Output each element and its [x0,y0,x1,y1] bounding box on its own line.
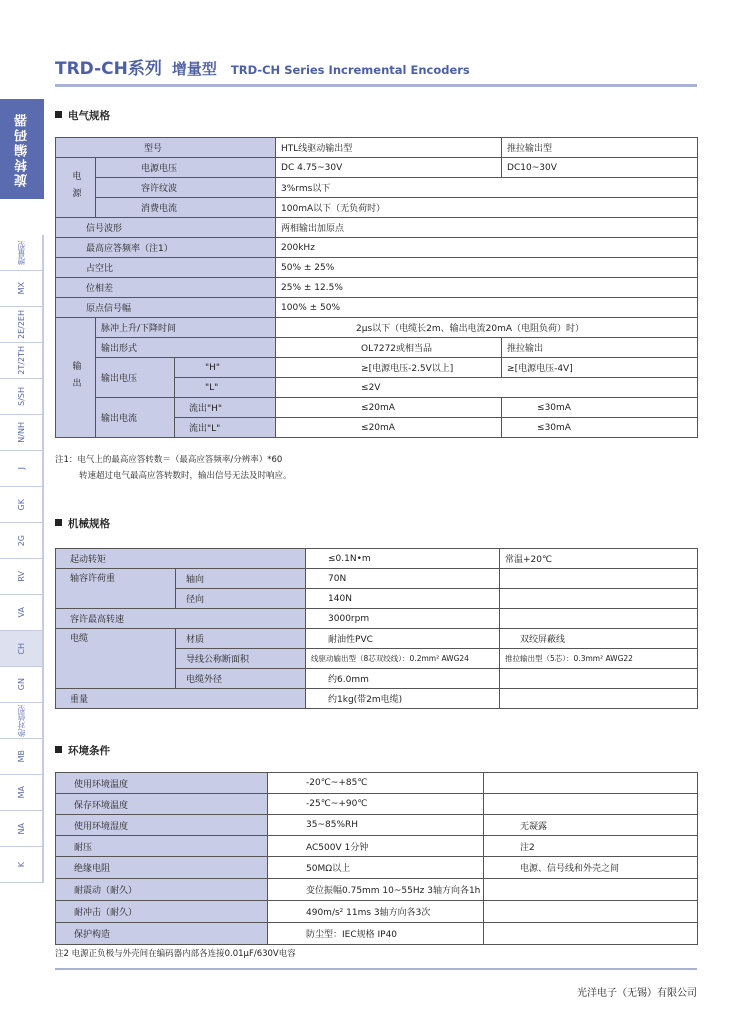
material-value: 耐油性PVC [306,629,500,649]
sidebar-item-label: MB [16,750,26,763]
sidebar-item[interactable] [0,595,44,631]
table-row [56,879,698,901]
sidebar-item[interactable] [0,379,44,415]
material-label: 材质 [176,629,306,649]
current-value: 100mA以下（无负荷时） [276,198,698,218]
env-label: 保存环境温度 [56,794,268,815]
category-sidebar [0,99,44,883]
env-label: 使用环境湿度 [56,815,268,836]
ripple-label: 容许纹波 [96,178,276,198]
radial-label: 径向 [176,589,306,609]
supply-voltage-pp: DC10~30V [502,158,698,178]
weight-value: 约1kg(带2m电缆) [306,689,500,709]
section-environment-title: 环境条件 [55,743,110,758]
oc-l-label: 流出"L" [175,418,276,438]
weight-label: 重量 [56,689,306,709]
form-htl: OL7272或相当品 [276,338,502,358]
sidebar-item[interactable] [0,487,44,523]
sidebar-item-label: S/SH [16,387,26,406]
diameter-label: 电缆外径 [176,669,306,689]
rise-label: 脉冲上升/下降时间 [96,318,276,338]
phase-label: 位相差 [56,278,276,298]
sidebar-item[interactable] [0,415,44,451]
series-title: TRD-CH系列 [55,59,162,79]
diameter-value: 约6.0mm [306,669,500,689]
env-label: 使用环境温度 [56,773,268,794]
env-value: 变位振幅0.75mm 10~55Hz 3轴方向各1h [268,879,484,901]
sidebar-item-label: VA [16,607,26,618]
env-value: 35~85%RH [268,815,484,836]
header-rule [55,84,697,87]
oc-l-pp: ≤30mA [502,418,698,438]
max-freq-value: 200kHz [276,238,698,258]
environment-spec-table [55,772,698,945]
output-voltage-label: 输出电压 [96,358,175,398]
env-note [484,879,698,901]
section-pp: 推拉输出型（5芯）：0.3mm² AWG22 [500,649,698,669]
sidebar-item-label: K [16,861,26,868]
supply-voltage-label: 电源电压 [96,158,276,178]
sidebar-item-label: CH [16,642,26,655]
axial-value: 70N [306,569,500,589]
note-1: 注1：电气上的最高应答转数＝（最高应答频率/分辨率）*60 转速超过电气最高应答转数时，输出信号无法及时响应。 [55,455,292,481]
sidebar-item-label: 增量型 [16,240,26,265]
supply-voltage-htl: DC 4.75~30V [276,158,502,178]
footer-rule [55,968,697,970]
type-label: 型号 [56,138,276,158]
ripple-value: 3%rms以下 [276,178,698,198]
section-electrical-title: 电气规格 [55,108,110,123]
torque-label: 起动转矩 [56,549,306,569]
page-title [55,54,470,79]
ov-h-pp: ≥[电源电压-4V] [502,358,698,378]
mechanical-spec-table [55,548,698,709]
waveform-value: 两相输出加原点 [276,218,698,238]
sidebar-item[interactable] [0,739,44,775]
form-pp: 推拉输出 [502,338,698,358]
sidebar-item-label: 2E/2EH [16,310,26,339]
sidebar-item[interactable] [0,703,44,739]
max-freq-label: 最高应答频率（注1） [56,238,276,258]
sidebar-item-label: 绝对值型 [16,704,26,737]
env-value: 防尘型：IEC规格 IP40 [268,923,484,945]
sidebar-item[interactable] [0,811,44,847]
table-row [56,773,698,794]
section-htl: 线驱动输出型（8芯双绞线）：0.2mm² AWG24 [306,649,500,669]
sidebar-category: 旋转编码器 [0,99,44,199]
current-label: 消费电流 [96,198,276,218]
sidebar-item[interactable] [0,271,44,307]
env-value: 50MΩ以上 [268,857,484,879]
ov-h-label: "H" [175,358,276,378]
env-note [484,901,698,923]
speed-label: 容许最高转速 [56,609,306,629]
env-value: AC500V 1分钟 [268,836,484,857]
note-2: 注2 电源正负极与外壳间在编码器内部各连接0.01μF/630V电容 [55,949,296,959]
env-note [484,773,698,794]
output-current-label: 输出电流 [96,398,175,438]
duty-label: 占空比 [56,258,276,278]
env-note [484,923,698,945]
col-htl: HTL线驱动输出型 [276,138,502,158]
sidebar-item-label: 2G [16,534,26,547]
output-group: 输出 [56,318,96,438]
material-note: 双绞屏蔽线 [500,629,698,649]
oc-l-htl: ≤20mA [276,418,502,438]
table-row [56,923,698,945]
type-title: 增量型 [171,60,217,78]
sidebar-item-label: 2T/2TH [16,346,26,375]
sidebar-item[interactable] [0,307,44,343]
sidebar-item[interactable] [0,235,44,271]
ov-l-value: ≤2V [276,378,698,398]
form-label: 输出形式 [96,338,276,358]
sidebar-item[interactable] [0,631,44,667]
english-title: TRD-CH Series Incremental Encoders [230,63,470,77]
env-label: 耐压 [56,836,268,857]
table-row [56,901,698,923]
sidebar-item-label: RV [16,571,26,582]
env-note: 电源、信号线和外壳之间 [484,857,698,879]
sidebar-item-label: MA [16,786,26,799]
cable-label: 电缆 [56,629,176,689]
power-group: 电源 [56,158,96,218]
table-row [56,815,698,836]
table-row [56,857,698,879]
env-value: -25℃~+90℃ [268,794,484,815]
torque-note: 常温+20℃ [500,549,698,569]
sidebar-item-label: N/NH [16,422,26,443]
radial-value: 140N [306,589,500,609]
company-name: 光洋电子（无锡）有限公司 [577,988,697,999]
env-note: 无凝露 [484,815,698,836]
sidebar-item-label: J [16,467,26,470]
oc-h-htl: ≤20mA [276,398,502,418]
phase-value: 25% ± 12.5% [276,278,698,298]
origin-label: 原点信号幅 [56,298,276,318]
sidebar-item[interactable] [0,847,44,883]
env-label: 耐震动（耐久） [56,879,268,901]
section-mechanical-title: 机械规格 [55,516,110,531]
sidebar-item[interactable] [0,451,44,487]
section-label: 导线公称断面积 [176,649,306,669]
col-pushpull: 推拉输出型 [502,138,698,158]
table-row [56,138,698,158]
sidebar-item[interactable] [0,775,44,811]
env-label: 耐冲击（耐久） [56,901,268,923]
rise-value: 2μs以下（电缆长2m、输出电流20mA（电阻负荷）时） [276,318,698,338]
table-row [56,794,698,815]
electrical-spec-table [55,137,698,438]
env-value: 490m/s² 11ms 3轴方向各3次 [268,901,484,923]
env-note [484,794,698,815]
env-value: -20℃~+85℃ [268,773,484,794]
sidebar-item[interactable] [0,523,44,559]
oc-h-pp: ≤30mA [502,398,698,418]
sidebar-item-label: NA [16,822,26,835]
load-label: 轴容许荷重 [56,569,176,609]
duty-value: 50% ± 25% [276,258,698,278]
waveform-label: 信号波形 [56,218,276,238]
sidebar-item-label: GK [16,498,26,511]
env-note: 注2 [484,836,698,857]
sidebar-item[interactable] [0,343,44,379]
origin-value: 100% ± 50% [276,298,698,318]
env-label: 保护构造 [56,923,268,945]
oc-h-label: 流出"H" [175,398,276,418]
sidebar-item-label: GN [16,678,26,691]
torque-value: ≤0.1N•m [306,549,500,569]
sidebar-item[interactable] [0,667,44,703]
ov-h-htl: ≥[电源电压-2.5V以上] [276,358,502,378]
axial-label: 轴向 [176,569,306,589]
table-row [56,836,698,857]
ov-l-label: "L" [175,378,276,398]
sidebar-item[interactable] [0,559,44,595]
sidebar-item-label: MX [16,282,26,295]
env-label: 绝缘电阻 [56,857,268,879]
speed-value: 3000rpm [306,609,500,629]
